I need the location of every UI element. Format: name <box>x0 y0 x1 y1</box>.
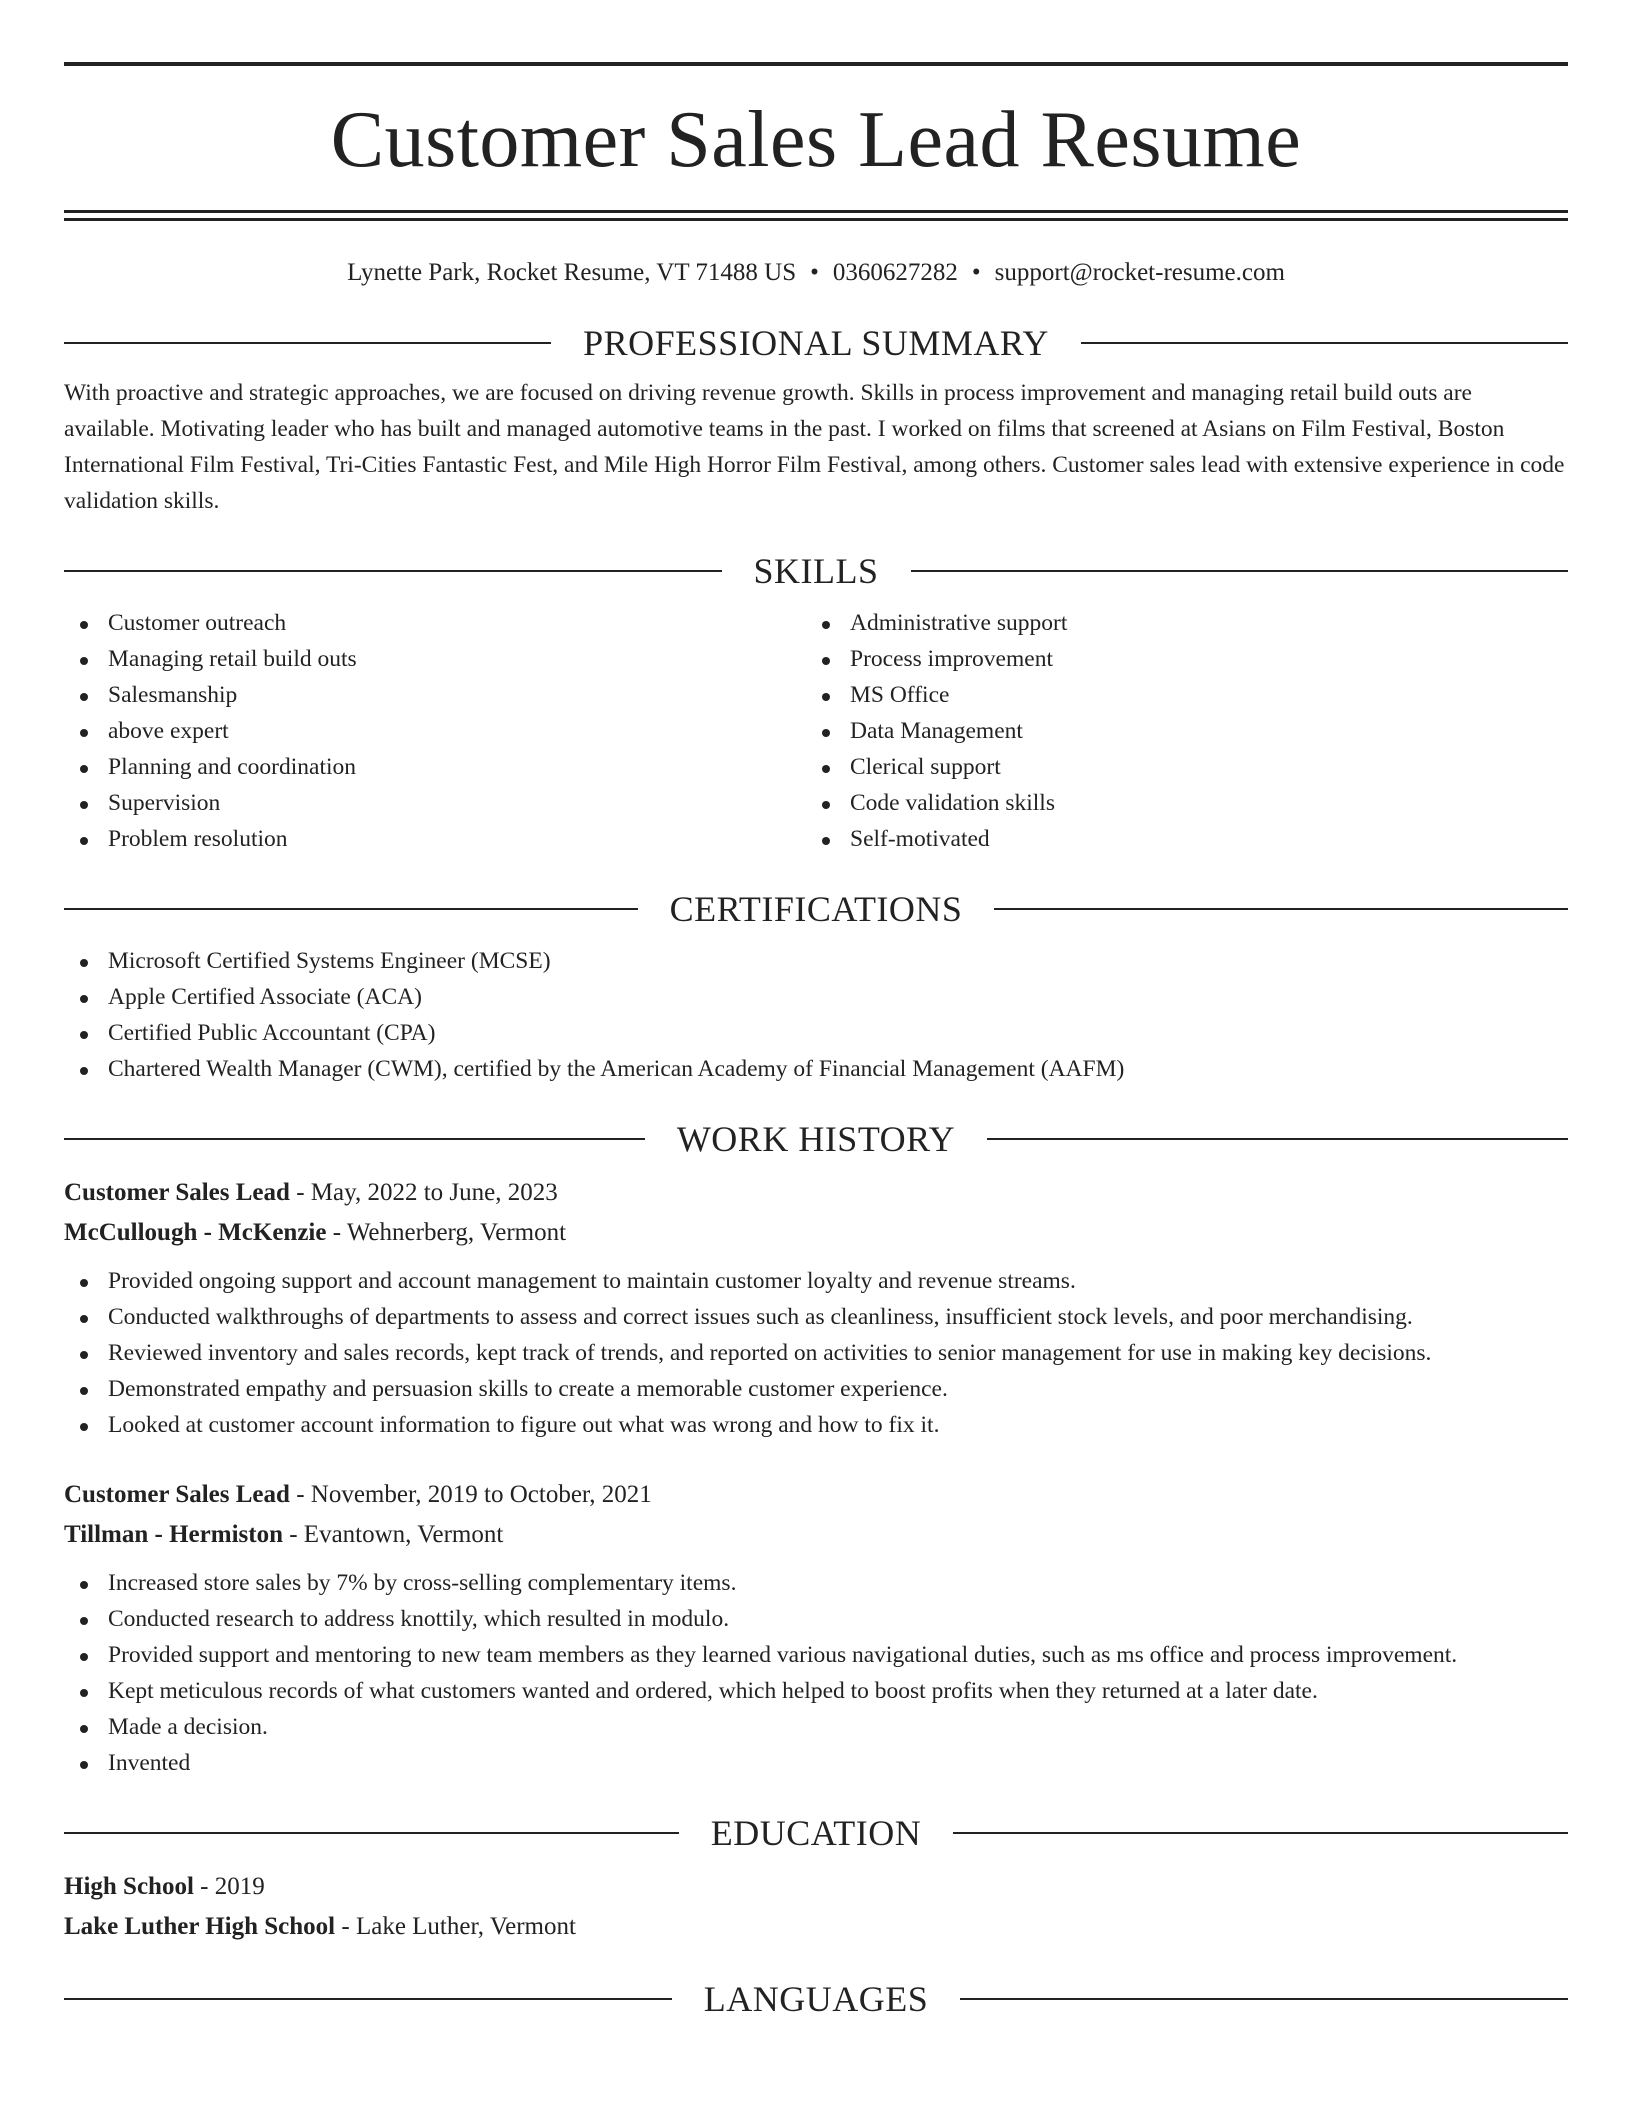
education-degree-line <box>64 1867 1568 1907</box>
resume-title: Customer Sales Lead Resume <box>330 96 1302 184</box>
heading-rule-left <box>64 908 638 910</box>
skill-item: Managing retail build outs <box>64 641 816 677</box>
skill-item: Problem resolution <box>64 821 816 857</box>
skill-item: Administrative support <box>806 605 1558 641</box>
job-role: Customer Sales Lead <box>64 1179 290 1206</box>
section-heading-summary <box>64 321 1568 365</box>
job-company-line <box>64 1213 1568 1253</box>
resume-page <box>64 0 1568 2021</box>
heading-rule-left <box>64 342 551 344</box>
job-entry <box>64 1475 1568 1781</box>
contact-phone: 0360627282 <box>832 259 958 286</box>
job-duty: Provided support and mentoring to new team members as they learned various navigational duties, such as ms office and process improvement. <box>64 1637 1568 1673</box>
contact-email: support@rocket-resume.com <box>994 259 1285 286</box>
heading-rule-left <box>64 1832 679 1834</box>
section-heading-skills <box>64 549 1568 593</box>
skill-item: Supervision <box>64 785 816 821</box>
skills-column-right <box>806 605 1558 857</box>
certification-item: Microsoft Certified Systems Engineer (MCSE) <box>64 943 1568 979</box>
education-location: - Lake Luther, Vermont <box>335 1913 576 1940</box>
contact-line <box>64 259 1568 291</box>
section-heading-languages <box>64 1977 1568 2021</box>
skill-item: Customer outreach <box>64 605 816 641</box>
job-duty: Made a decision. <box>64 1709 1568 1745</box>
skill-item: Code validation skills <box>806 785 1558 821</box>
education-school-line <box>64 1907 1568 1947</box>
skill-item: Planning and coordination <box>64 749 816 785</box>
skill-item: Data Management <box>806 713 1558 749</box>
certification-item: Apple Certified Associate (ACA) <box>64 979 1568 1015</box>
job-duty: Reviewed inventory and sales records, kept track of trends, and reported on activities to senior management for use in making key decisions. <box>64 1335 1568 1371</box>
section-title: SKILLS <box>753 551 879 591</box>
job-duty: Invented <box>64 1745 1568 1781</box>
section-title: WORK HISTORY <box>676 1119 956 1159</box>
job-entry <box>64 1173 1568 1443</box>
section-title: PROFESSIONAL SUMMARY <box>583 323 1049 363</box>
heading-rule-right <box>1081 342 1568 344</box>
job-location: - Wehnerberg, Vermont <box>326 1219 567 1246</box>
skill-item: Self-motivated <box>806 821 1558 857</box>
skills-column-left <box>64 605 816 857</box>
education-school: Lake Luther High School <box>64 1913 336 1940</box>
job-role: Customer Sales Lead <box>64 1481 290 1508</box>
skill-item: above expert <box>64 713 816 749</box>
section-title: LANGUAGES <box>703 1979 929 2019</box>
contact-address: Lynette Park, Rocket Resume, VT 71488 US <box>347 259 797 286</box>
job-location: - Evantown, Vermont <box>282 1521 504 1548</box>
job-dates: - May, 2022 to June, 2023 <box>289 1179 558 1206</box>
certification-item: Certified Public Accountant (CPA) <box>64 1015 1568 1051</box>
skill-item: Process improvement <box>806 641 1558 677</box>
job-duty: Conducted research to address knottily, which resulted in modulo. <box>64 1601 1568 1637</box>
job-company: McCullough - McKenzie <box>64 1219 327 1246</box>
heading-rule-right <box>987 1138 1568 1140</box>
job-dates: - November, 2019 to October, 2021 <box>289 1481 652 1508</box>
job-duty: Demonstrated empathy and persuasion skills to create a memorable customer experience. <box>64 1371 1568 1407</box>
title-double-rule <box>64 210 1568 221</box>
job-duties <box>64 1565 1568 1781</box>
heading-rule-left <box>64 1138 645 1140</box>
job-title-line <box>64 1475 1568 1515</box>
skill-item: MS Office <box>806 677 1558 713</box>
job-company-line <box>64 1515 1568 1555</box>
job-duties <box>64 1263 1568 1443</box>
skill-item: Clerical support <box>806 749 1558 785</box>
heading-rule-right <box>953 1832 1568 1834</box>
job-duty: Provided ongoing support and account management to maintain customer loyalty and revenue streams. <box>64 1263 1568 1299</box>
section-heading-education <box>64 1811 1568 1855</box>
job-duty: Kept meticulous records of what customers wanted and ordered, which helped to boost profits when they returned at a later date. <box>64 1673 1568 1709</box>
section-heading-work-history <box>64 1117 1568 1161</box>
section-title: EDUCATION <box>710 1813 922 1853</box>
job-duty: Conducted walkthroughs of departments to assess and correct issues such as cleanliness, insufficient stock levels, and poor merchandising. <box>64 1299 1568 1335</box>
heading-rule-left <box>64 1998 672 2000</box>
certification-item: Chartered Wealth Manager (CWM), certified by the American Academy of Financial Management (AAFM) <box>64 1051 1568 1087</box>
heading-rule-right <box>960 1998 1568 2000</box>
section-title: CERTIFICATIONS <box>669 889 963 929</box>
heading-rule-right <box>994 908 1568 910</box>
education-entry <box>64 1867 1568 1947</box>
education-degree: High School <box>64 1873 194 1900</box>
job-duty: Looked at customer account information to figure out what was wrong and how to fix it. <box>64 1407 1568 1443</box>
job-title-line <box>64 1173 1568 1213</box>
skills-list <box>64 605 1568 857</box>
top-rule <box>64 62 1568 66</box>
section-heading-certifications <box>64 887 1568 931</box>
certifications-list <box>64 943 1568 1087</box>
summary-text: With proactive and strategic approaches, we are focused on driving revenue growth. Skills in process improvement and managing retail build outs are available. Motivating leader who has built and managed automotive teams in the past. I worked on films that screened at Asians on Film Festival, Boston International Film Festival, Tri-Cities Fantastic Fest, and Mile High Horror Film Festival, among others. Customer sales lead with extensive experience in code validation skills. <box>64 380 1565 514</box>
heading-rule-right <box>911 570 1569 572</box>
job-duty: Increased store sales by 7% by cross-selling complementary items. <box>64 1565 1568 1601</box>
heading-rule-left <box>64 570 722 572</box>
contact-separator: • <box>810 259 819 286</box>
skill-item: Salesmanship <box>64 677 816 713</box>
education-year: - 2019 <box>193 1873 265 1900</box>
contact-separator: • <box>971 259 981 286</box>
job-company: Tillman - Hermiston <box>64 1521 283 1548</box>
